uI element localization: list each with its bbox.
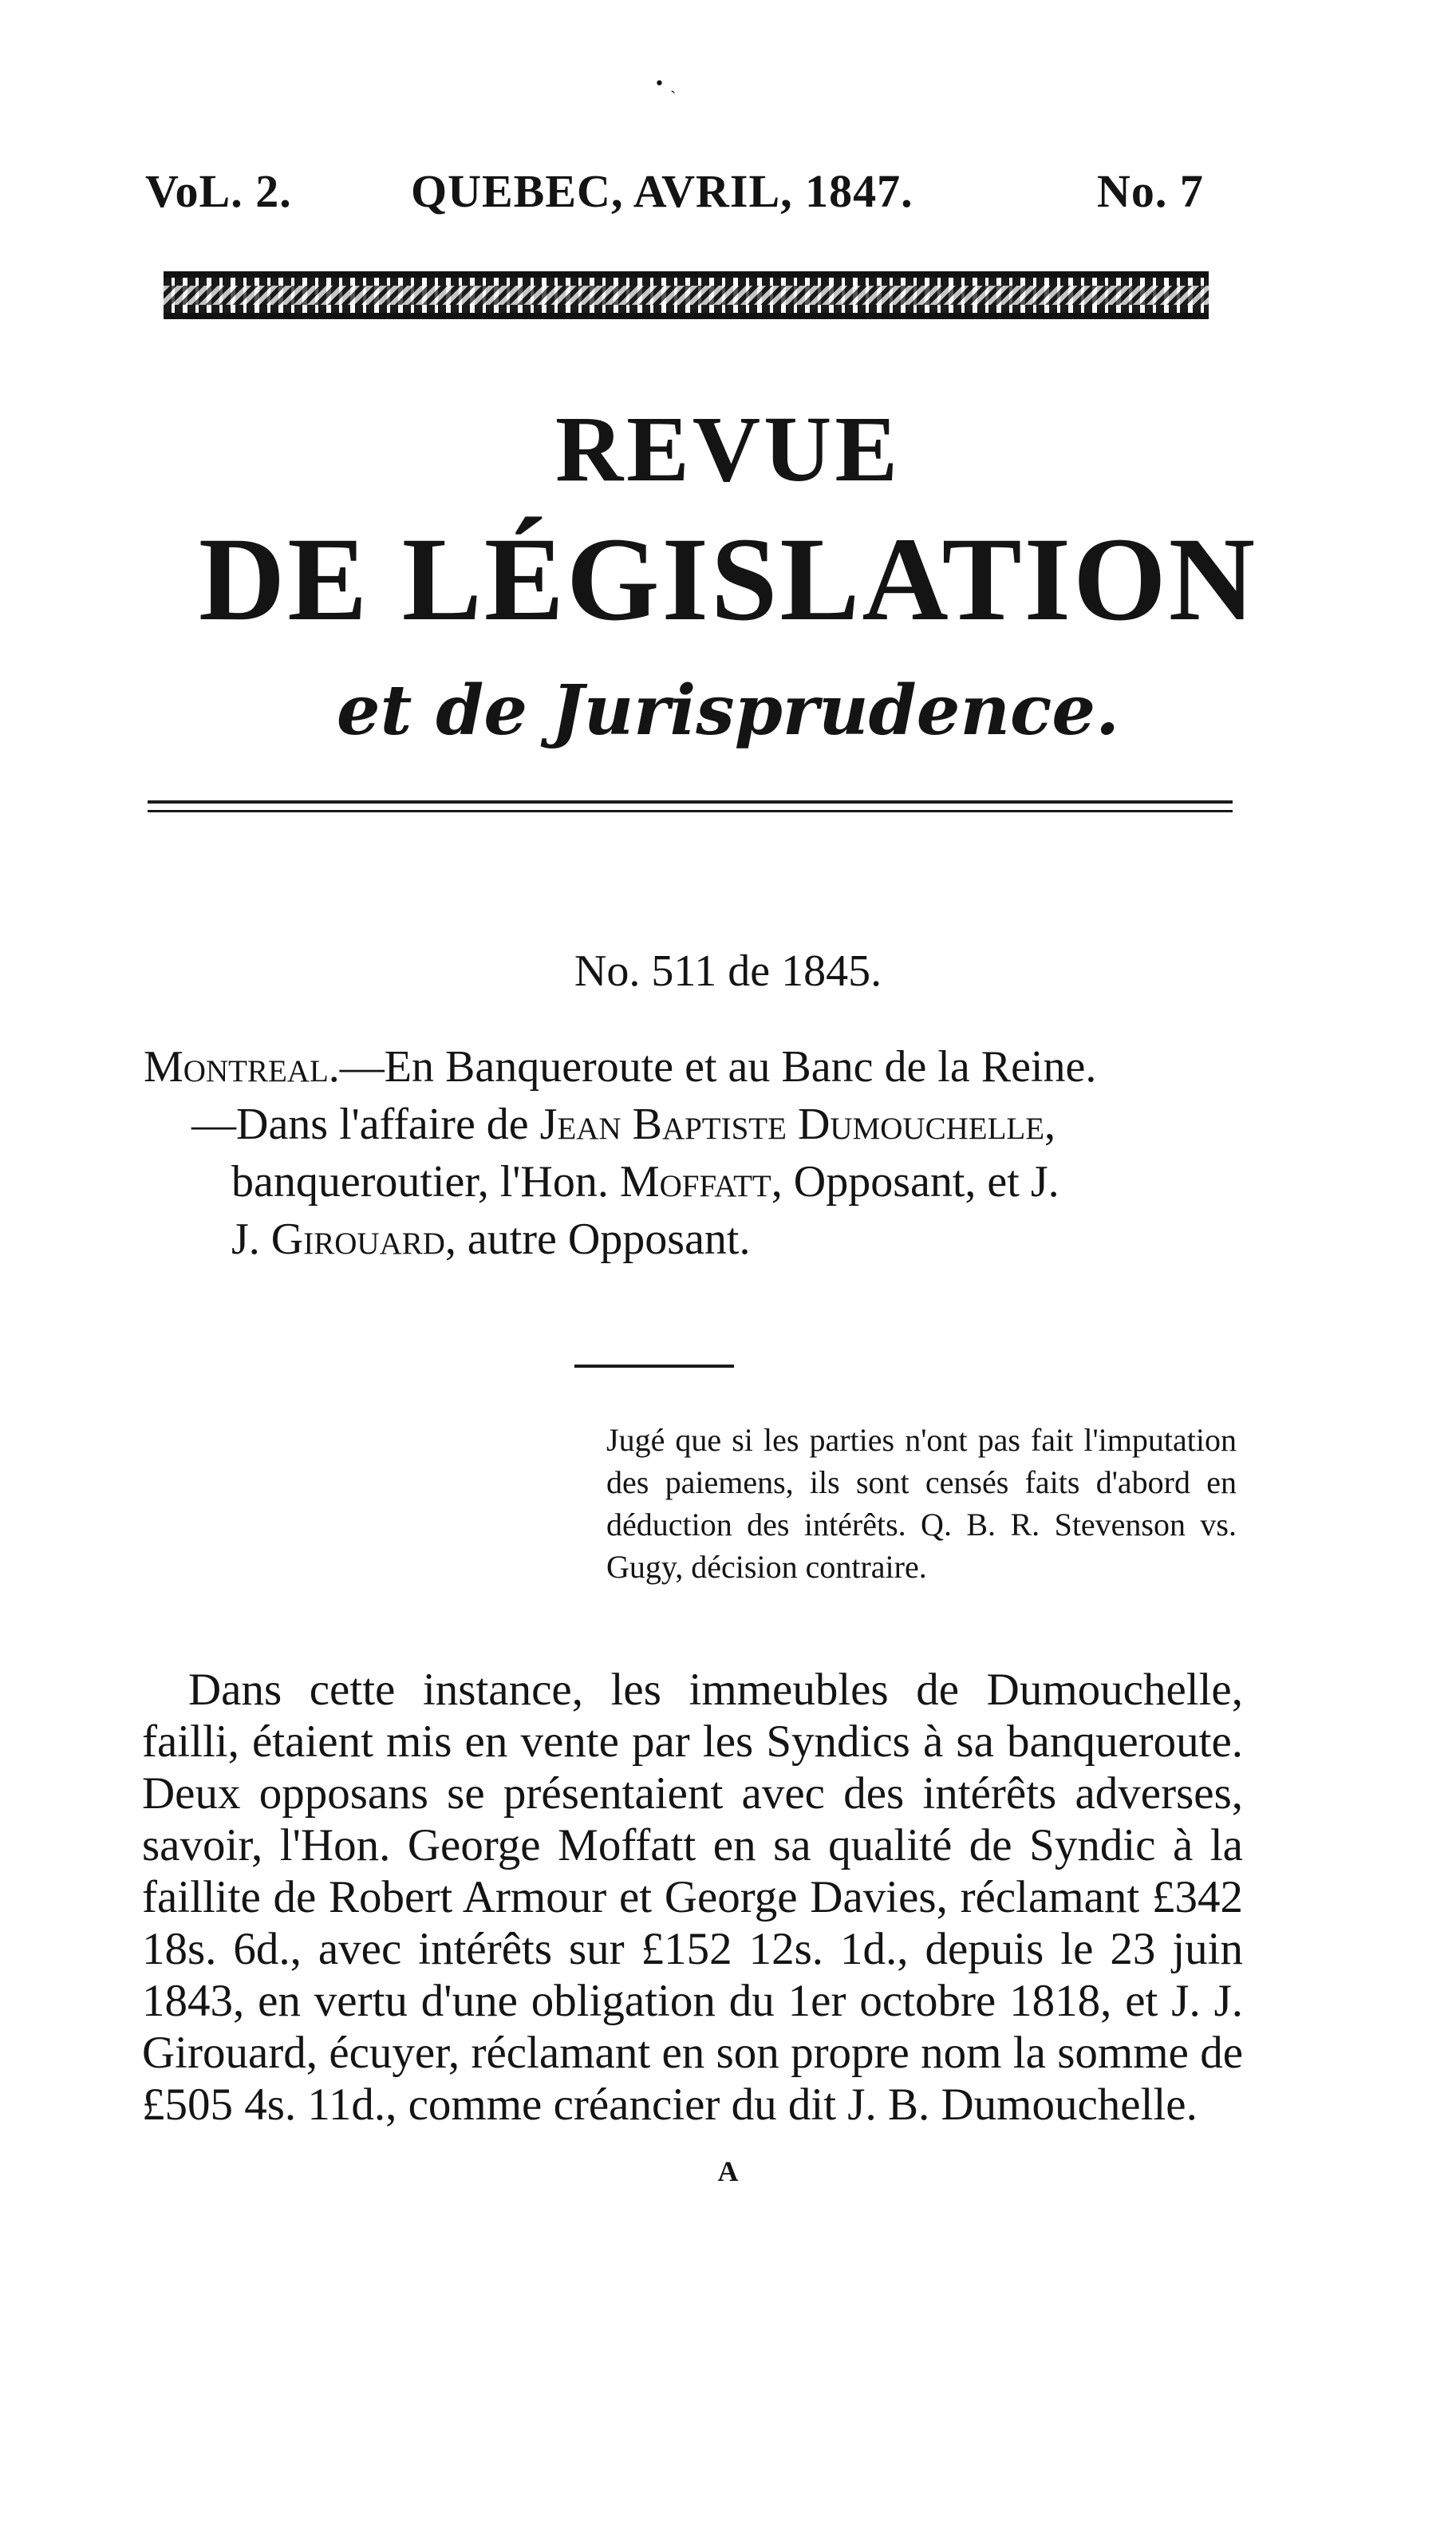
body-text: [142, 1664, 1243, 2131]
short-rule: [574, 1365, 734, 1368]
ornamental-band: [164, 271, 1209, 319]
party-opposant-1: Moffatt,: [619, 1157, 783, 1207]
issue-number: No. 7: [1097, 165, 1204, 217]
case-caption-line3: banqueroutier, l'Hon. Moffatt, Opposant, et J.: [231, 1157, 1059, 1207]
case-number: No. 511 de 1845.: [574, 946, 882, 996]
case-court: —En Banqueroute et au Banc de la Reine.: [339, 1042, 1097, 1092]
case-caption-line4: J. Girouard, autre Opposant.: [231, 1215, 751, 1264]
headnote: Jugé que si les parties n'ont pas fait l'imputation des paiemens, ils sont censés faits d'abord en déduction des intérêts. Q. B. R. Stevenson vs. Gugy, décision contraire.: [606, 1422, 1237, 1585]
body-paragraph: Dans cette instance, les immeubles de Dumouchelle, failli, étaient mis en vente par les Syndics à sa banqueroute. Deux opposans se présentaient avec des intérêts adverses, savoir, l'Hon. George Moffatt en sa qualité de Syndic à la faillite de Robert Armour et George Davies, réclamant £342 18s. 6d., avec intérêts sur £152 12s. 1d., depuis le 23 juin 1843, en vertu d'une obligation du 1er octobre 1818, et J. J. Girouard, écuyer, réclamant en son propre nom la somme de £505 4s. 11d., comme créancier du dit J. B. Dumouchelle.: [142, 1665, 1243, 2130]
journal-title-line2: DE LÉGISLATION: [198, 513, 1258, 646]
journal-title-line1: REVUE: [554, 397, 902, 501]
case-caption-line1: [144, 1037, 1241, 1097]
journal-title-line3: et de Jurisprudence.: [336, 670, 1120, 751]
place-date: QUEBEC, AVRIL, 1847.: [411, 165, 913, 217]
party-bankrupt: Jean Baptiste Dumouchelle,: [539, 1100, 1056, 1149]
signature-mark: A: [717, 2155, 739, 2187]
double-rule-bottom: [148, 810, 1233, 812]
printer-speck: • ˏ: [654, 74, 677, 94]
case-court-location: Montreal.: [144, 1042, 340, 1092]
volume-label: VoL. 2.: [145, 165, 292, 217]
case-caption-line2: —Dans l'affaire de Jean Baptiste Dumouchelle,: [191, 1100, 1056, 1149]
double-rule-top: [148, 800, 1233, 804]
party-opposant-2: Girouard,: [270, 1215, 456, 1264]
